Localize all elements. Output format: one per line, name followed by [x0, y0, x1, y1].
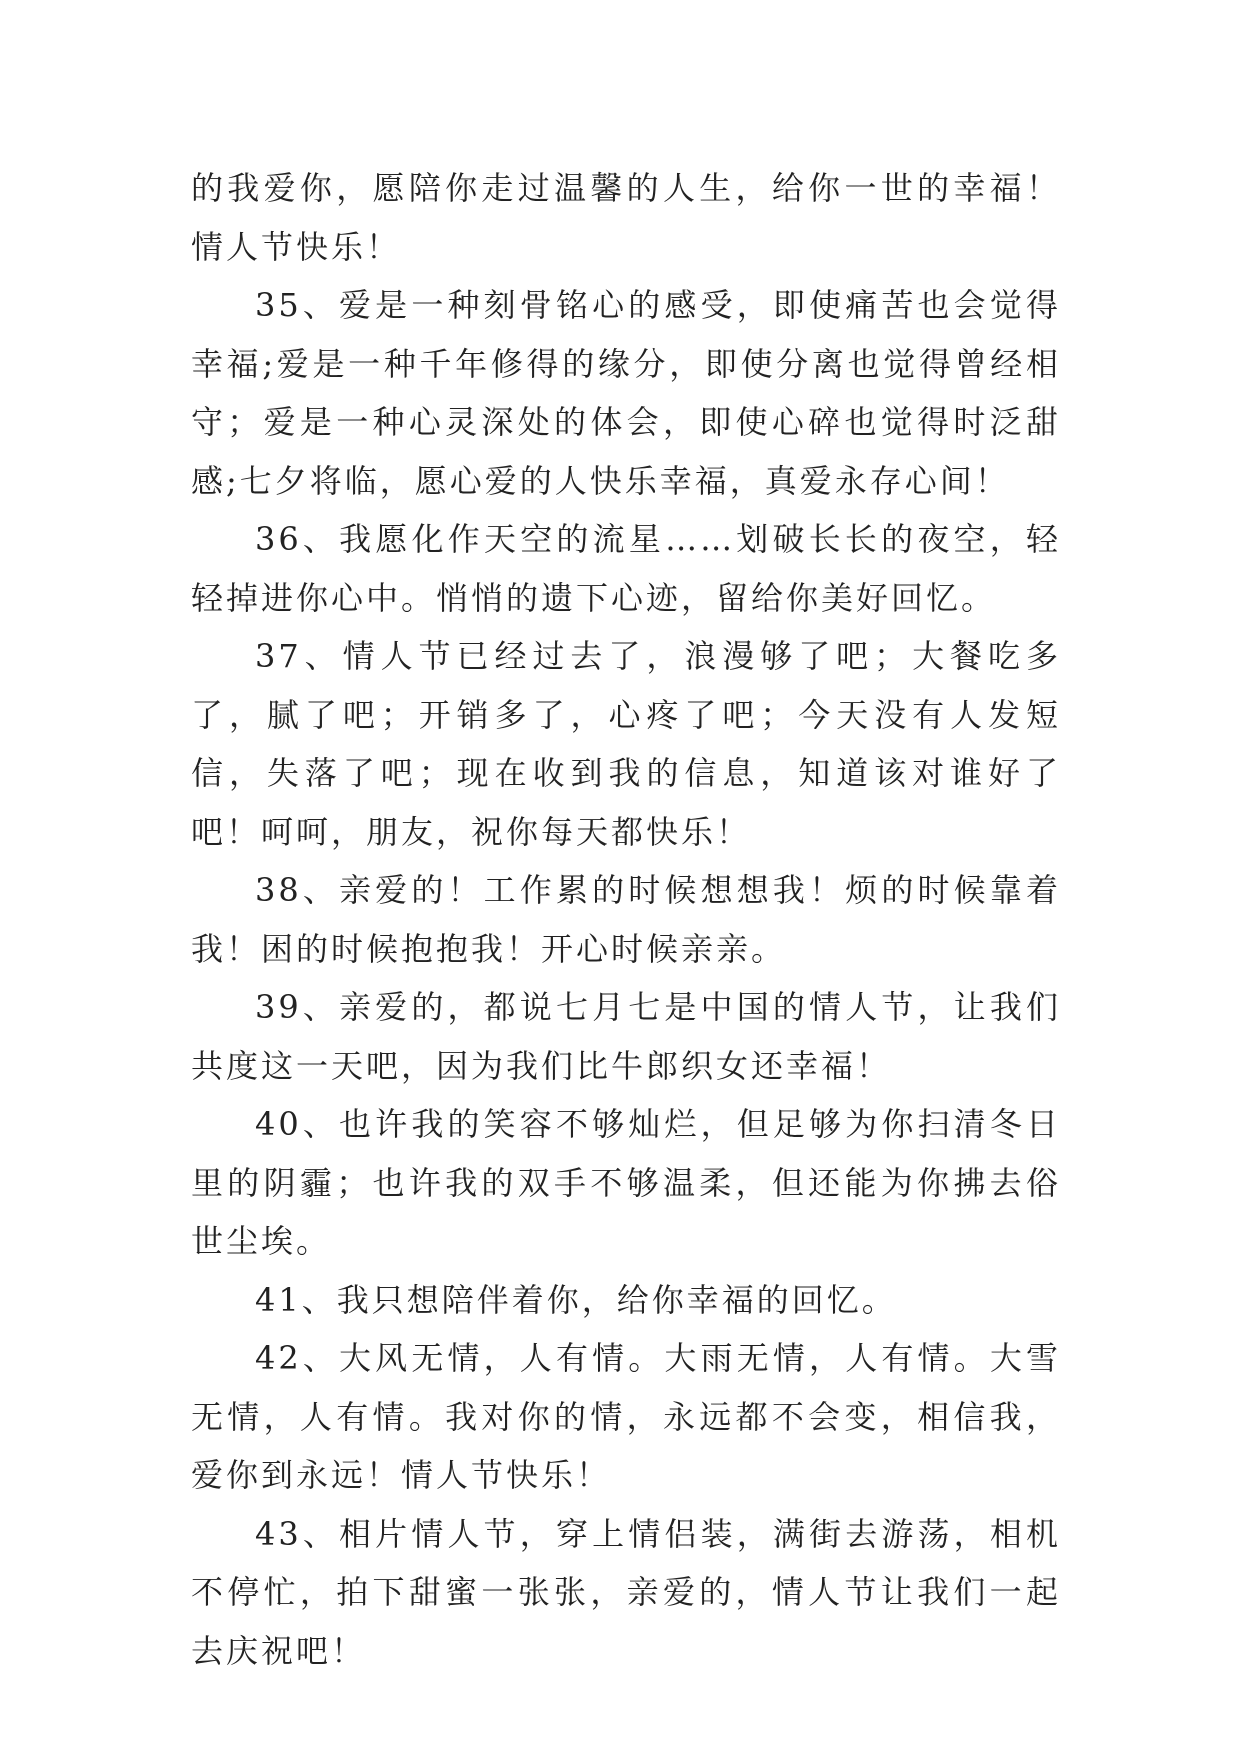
paragraph-43: 43、相片情人节，穿上情侣装，满街去游荡，相机不停忙，拍下甜蜜一张张，亲爱的，情人节让我们一起去庆祝吧！ [191, 1514, 1061, 1670]
paragraph-38: 38、亲爱的！工作累的时候想想我！烦的时候靠着我！困的时候抱抱我！开心时候亲亲。 [191, 871, 1061, 968]
paragraph-continuation: 的我爱你，愿陪你走过温馨的人生，给你一世的幸福！情人节快乐！ [191, 169, 1061, 266]
paragraph-41: 41、我只想陪伴着你，给你幸福的回忆。 [255, 1280, 897, 1319]
paragraph-42: 42、大风无情，人有情。大雨无情，人有情。大雪无情，人有情。我对你的情，永远都不会变，相信我，爱你到永远！情人节快乐！ [191, 1339, 1061, 1494]
paragraph-37: 37、情人节已经过去了，浪漫够了吧；大餐吃多了，腻了吧；开销多了，心疼了吧；今天没有人发短信，失落了吧；现在收到我的信息，知道该对谁好了吧！呵呵，朋友，祝你每天都快乐！ [191, 637, 1061, 851]
paragraph-40: 40、也许我的笑容不够灿烂，但足够为你扫清冬日里的阴霾；也许我的双手不够温柔，但还能为你拂去俗世尘埃。 [191, 1105, 1061, 1260]
paragraph-39: 39、亲爱的，都说七月七是中国的情人节，让我们共度这一天吧，因为我们比牛郎织女还幸福！ [191, 988, 1061, 1085]
paragraph-36: 36、我愿化作天空的流星……划破长长的夜空，轻轻掉进你心中。悄悄的遗下心迹，留给你美好回忆。 [191, 520, 1061, 617]
paragraph-35: 35、爱是一种刻骨铭心的感受，即使痛苦也会觉得幸福;爱是一种千年修得的缘分，即使分离也觉得曾经相守；爱是一种心灵深处的体会，即使心碎也觉得时泛甜感;七夕将临，愿心爱的人快乐幸福，真爱永存心间！ [191, 286, 1061, 500]
document-body [191, 159, 1061, 1680]
